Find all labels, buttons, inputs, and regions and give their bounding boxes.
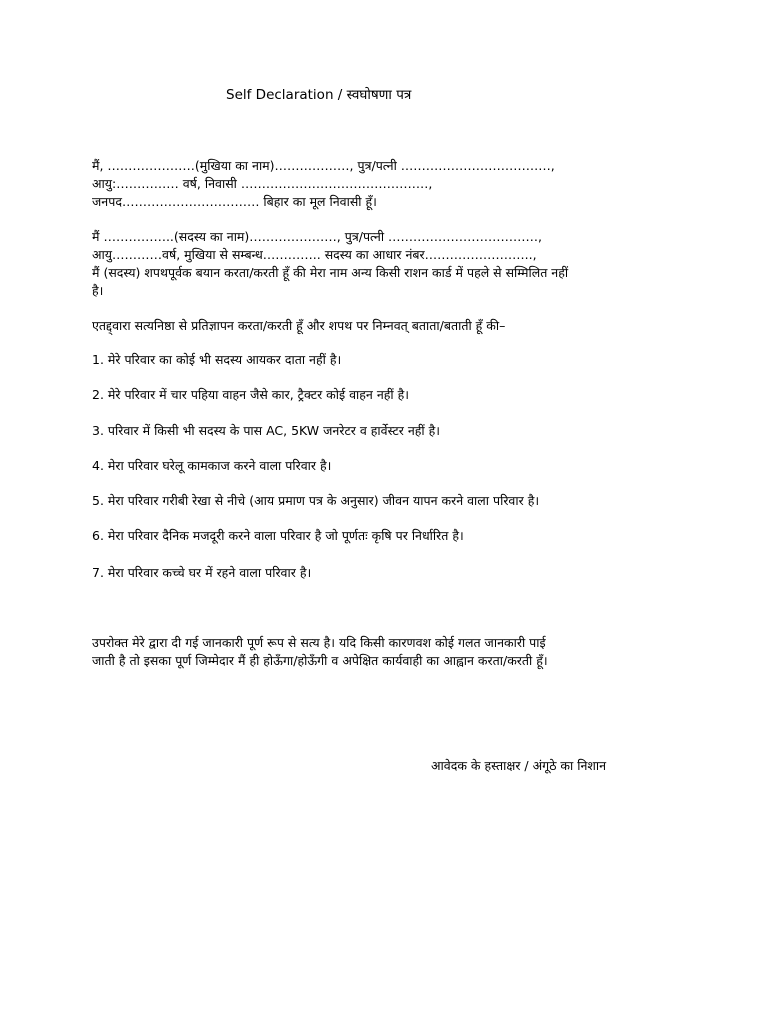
affirmation-text: एतद्द्वारा सत्यनिष्ठा से प्रतिज्ञापन करता/करती हूँ और शपथ पर निम्नवत् बताता/बताती हूँ की– [92,318,506,333]
document-title: Self Declaration / स्वघोषणा पत्र [226,87,412,103]
signature-label: आवेदक के हस्ताक्षर / अंगूठे का निशान [431,758,607,773]
closing-line-2: जाती है तो इसका पूर्ण जिम्मेदार मैं ही होऊँगा/होऊँगी व अपेक्षित कार्यवाही का आह्वान करता/करती हूँ। [92,653,548,668]
list-item: 6. मेरा परिवार दैनिक मजदूरी करने वाला परिवार है जो पूर्णतः कृषि पर निर्धारित है। [92,528,464,543]
member-line-1: मैं ……………..(सदस्य का नाम)…………………, पुत्र/पत्नी ………………………………, [92,229,543,244]
head-line-1: मैं, …………………(मुखिया का नाम)………………, पुत्र/पत्नी ………………………………, [92,158,555,173]
list-item: 5. मेरा परिवार गरीबी रेखा से नीचे (आय प्रमाण पत्र के अनुसार) जीवन यापन करने वाला परिवार है। [92,493,540,508]
head-line-2: आयु:…………… वर्ष, निवासी ………………………………………, [92,176,433,191]
list-item: 7. मेरा परिवार कच्चे घर में रहने वाला परिवार है। [92,565,312,580]
closing-line-1: उपरोक्त मेरे द्वारा दी गई जानकारी पूर्ण रूप से सत्य है। यदि किसी कारणवश कोई गलत जानकारी पाई [92,635,546,650]
member-line-2: आयु…………वर्ष, मुखिया से सम्बन्ध………….. सदस्य का आधार नंबर…………………….., [92,247,537,262]
member-line-4: है। [92,283,104,298]
member-line-3: मैं (सदस्य) शपथपूर्वक बयान करता/करती हूँ की मेरा नाम अन्य किसी राशन कार्ड में पहले से सम्मिलित नहीं [92,265,569,280]
list-item: 4. मेरा परिवार घरेलू कामकाज करने वाला परिवार है। [92,458,332,473]
list-item: 2. मेरे परिवार में चार पहिया वाहन जैसे कार, ट्रैक्टर कोई वाहन नहीं है। [92,387,410,402]
head-line-3: जनपद…………………………… बिहार का मूल निवासी हूँ। [92,194,377,209]
list-item: 1. मेरे परिवार का कोई भी सदस्य आयकर दाता नहीं है। [92,352,342,367]
list-item: 3. परिवार में किसी भी सदस्य के पास AC, 5KW जनरेटर व हार्वेस्टर नहीं है। [92,423,440,438]
